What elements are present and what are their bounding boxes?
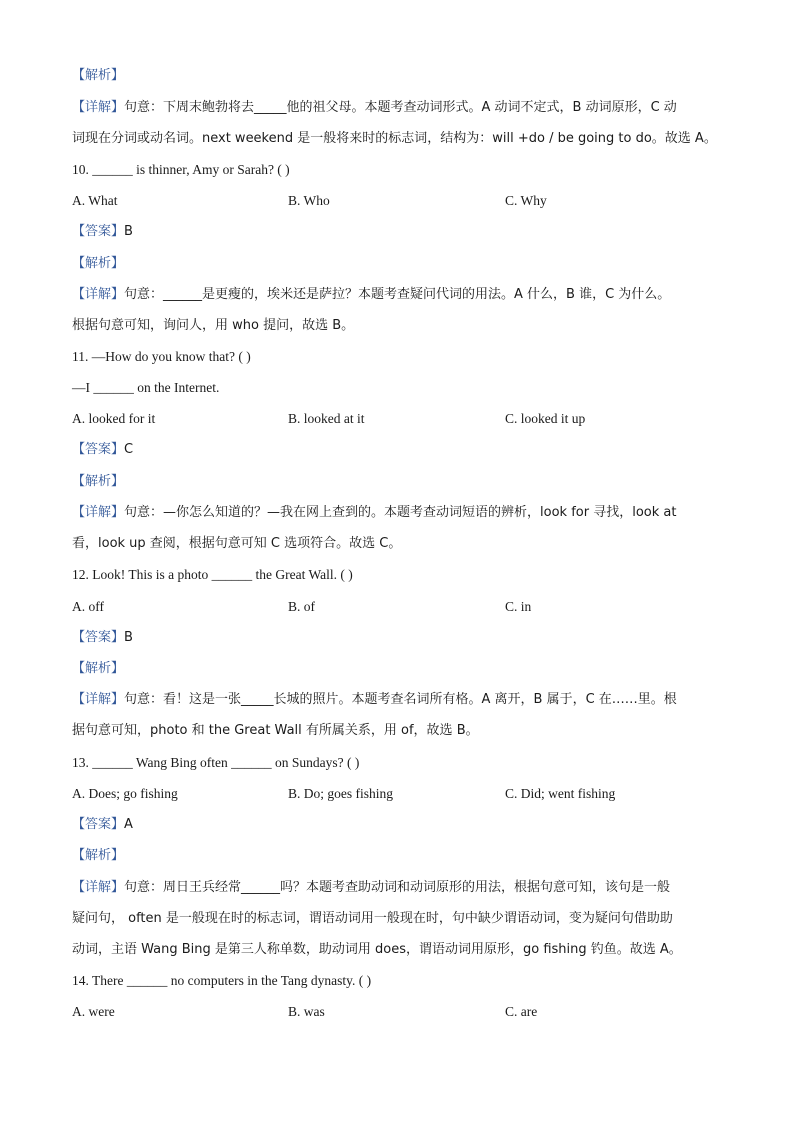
option-a: A. looked for it bbox=[72, 411, 156, 426]
option-b: B. Who bbox=[288, 193, 330, 208]
analysis-tag: 【解析】 bbox=[72, 68, 125, 83]
answer-tag: 【答案】 bbox=[72, 442, 125, 457]
answer-line bbox=[72, 441, 732, 459]
answer-value: A bbox=[124, 817, 133, 832]
detail-tag: 【详解】 bbox=[72, 100, 125, 115]
detail-tag: 【详解】 bbox=[72, 287, 125, 302]
option-b: B. of bbox=[288, 599, 315, 614]
detail-tag: 【详解】 bbox=[72, 692, 125, 707]
answer-value: B bbox=[124, 224, 133, 239]
detail-line: 动词，主语 Wang Bing 是第三人称单数，助动词用 does，谓语动词用原形，go fishing 钓鱼。故选 A。 bbox=[72, 942, 682, 957]
option-c: C. Why bbox=[505, 193, 547, 208]
answer-line bbox=[72, 223, 732, 241]
detail-line: 【详解】句意：______是更瘦的，埃米还是萨拉？本题考查疑问代词的用法。A 什么，B 谁，C 为什么。 bbox=[72, 287, 671, 302]
question-10: 10. ______ is thinner, Amy or Sarah? ( ) bbox=[72, 162, 290, 177]
option-c: C. Did; went fishing bbox=[505, 786, 616, 801]
detail-line: 疑问句， often 是一般现在时的标志词，谓语动词用一般现在时，句中缺少谓语动词，变为疑问句借助助 bbox=[72, 911, 673, 926]
question-12: 12. Look! This is a photo ______ the Great Wall. ( ) bbox=[72, 567, 353, 582]
detail-line: 【详解】句意：周日王兵经常______吗？本题考查助动词和动词原形的用法，根据句意可知，该句是一般 bbox=[72, 880, 671, 895]
option-b: B. was bbox=[288, 1004, 325, 1019]
option-a: A. off bbox=[72, 599, 104, 614]
answer-tag: 【答案】 bbox=[72, 224, 125, 239]
question-13: 13. ______ Wang Bing often ______ on Sundays? ( ) bbox=[72, 755, 360, 770]
detail-line: 看，look up 查阅，根据句意可知 C 选项符合。故选 C。 bbox=[72, 536, 402, 551]
option-a: A. Does; go fishing bbox=[72, 786, 178, 801]
detail-line: 据句意可知，photo 和 the Great Wall 有所属关系，用 of，故选 B。 bbox=[72, 723, 479, 738]
answer-value: B bbox=[124, 630, 133, 645]
option-a: A. were bbox=[72, 1004, 115, 1019]
analysis-tag: 【解析】 bbox=[72, 661, 125, 676]
detail-line: 根据句意可知，询问人，用 who 提问，故选 B。 bbox=[72, 318, 355, 333]
detail-tag: 【详解】 bbox=[72, 505, 125, 520]
question-14: 14. There ______ no computers in the Tang dynasty. ( ) bbox=[72, 973, 372, 988]
detail-tag: 【详解】 bbox=[72, 880, 125, 895]
question-11-response: —I ______ on the Internet. bbox=[72, 380, 220, 395]
answer-tag: 【答案】 bbox=[72, 630, 125, 645]
analysis-tag: 【解析】 bbox=[72, 848, 125, 863]
detail-line: 【详解】句意：—你怎么知道的？—我在网上查到的。本题考查动词短语的辨析，look for 寻找，look at bbox=[72, 505, 677, 520]
question-11: 11. —How do you know that? ( ) bbox=[72, 349, 251, 364]
answer-value: C bbox=[124, 442, 134, 457]
option-b: B. looked at it bbox=[288, 411, 365, 426]
option-c: C. in bbox=[505, 599, 532, 614]
answer-line bbox=[72, 629, 732, 647]
analysis-tag: 【解析】 bbox=[72, 256, 125, 271]
answer-tag: 【答案】 bbox=[72, 817, 125, 832]
analysis-tag: 【解析】 bbox=[72, 474, 125, 489]
option-c: C. are bbox=[505, 1004, 538, 1019]
option-c: C. looked it up bbox=[505, 411, 586, 426]
option-a: A. What bbox=[72, 193, 118, 208]
option-b: B. Do; goes fishing bbox=[288, 786, 394, 801]
answer-line bbox=[72, 816, 732, 834]
detail-line: 【详解】句意：看！这是一张_____长城的照片。本题考查名词所有格。A 离开，B 属于，C 在……里。根 bbox=[72, 692, 677, 707]
detail-line: 词现在分词或动名词。next weekend 是一般将来时的标志词，结构为：will +do / be going to do。故选 A。 bbox=[72, 131, 717, 146]
detail-line: 【详解】句意：下周末鲍勃将去_____他的祖父母。本题考查动词形式。A 动词不定式，B 动词原形，C 动 bbox=[72, 100, 677, 115]
